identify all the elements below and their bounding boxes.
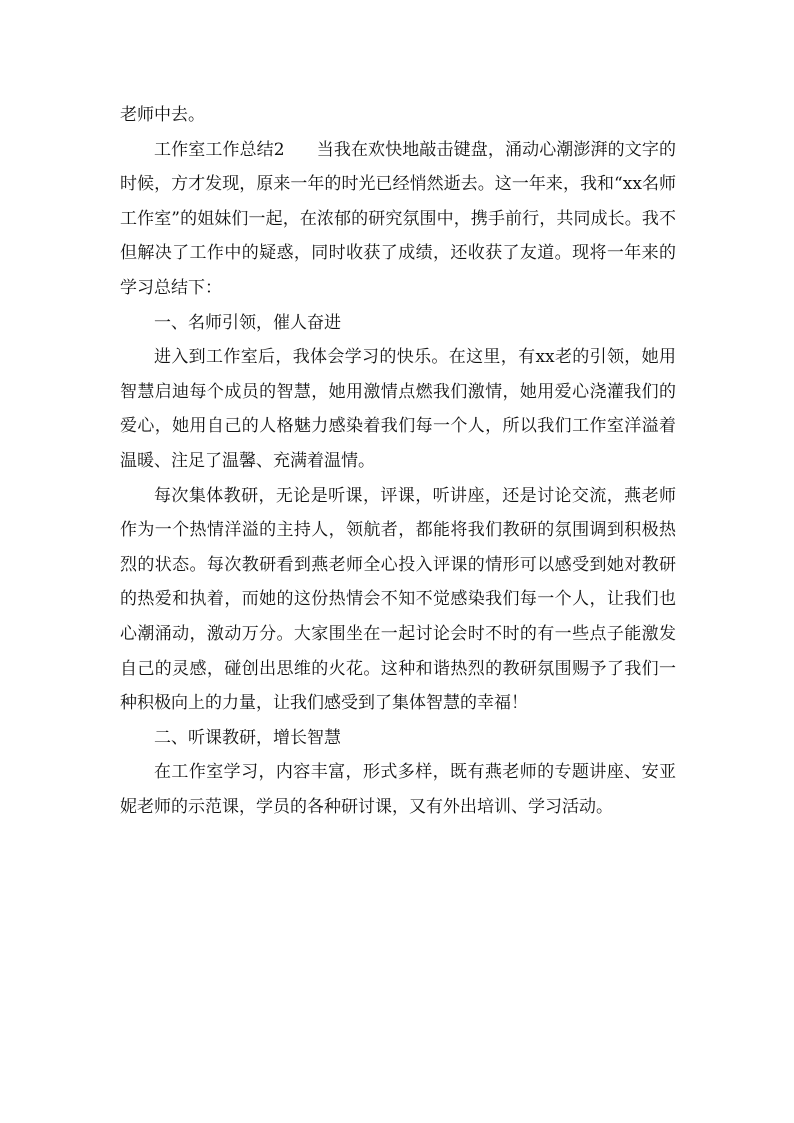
document-body: [120, 98, 676, 824]
section-title: 工作室工作总结2: [154, 139, 285, 160]
paragraph-teaching-research: 每次集体教研，无论是听课，评课，听讲座，还是讨论交流，燕老师作为一个热情洋溢的主持人，领航者，都能将我们教研的氛围调到积极热烈的状态。每次教研看到燕老师全心投入评课的情形可以感受到她对教研的热爱和执着，而她的这份热情会不知不觉感染我们每一个人，让我们也心潮涌动，激动万分。大家围坐在一起讨论会时不时的有一些点子能激发自己的灵感，碰创出思维的火花。这种和谐热烈的教研氛围赐予了我们一种积极向上的力量，让我们感受到了集体智慧的幸福！: [120, 485, 676, 714]
heading-one: 一、名师引领，催人奋进: [154, 312, 341, 333]
paragraph-studio-learning: 在工作室学习，内容丰富，形式多样，既有燕老师的专题讲座、安亚妮老师的示范课，学员的各种研讨课，又有外出培训、学习活动。: [120, 762, 676, 817]
paragraph-summary-intro: [120, 133, 676, 306]
intro-text: 当我在欢快地敲击键盘，涌动心潮澎湃的文字的时候，方才发现，原来一年的时光已经悄然逝去。这一年来，我和“xx名师工作室”的姐妹们一起，在浓郁的研究氛围中，携手前行，共同成长。我不但解决了工作中的疑惑，同时收获了成绩，还收获了友道。现将一年来的学习总结下：: [120, 139, 676, 298]
heading-two: 二、听课教研，增长智慧: [154, 727, 341, 748]
paragraph-joining: 进入到工作室后，我体会学习的快乐。在这里，有xx老的引领，她用智慧启迪每个成员的智慧，她用激情点燃我们激情，她用爱心浇灌我们的爱心，她用自己的人格魅力感染着我们每一个人，所以我们工作室洋溢着温暖、注足了温馨、充满着温情。: [120, 347, 676, 471]
paragraph-continuation: 老师中去。: [120, 105, 205, 125]
